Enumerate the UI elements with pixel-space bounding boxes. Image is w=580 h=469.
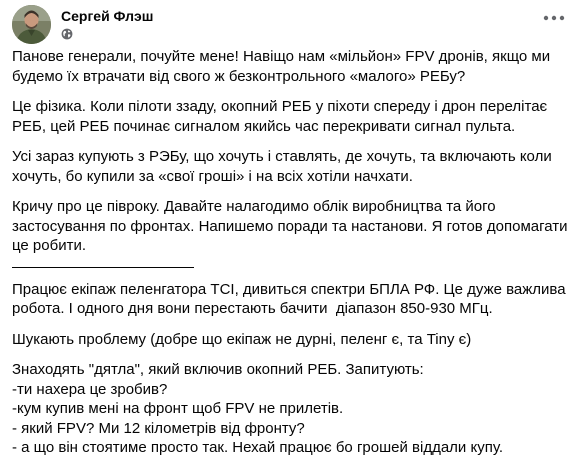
post-paragraph: Це фізика. Коли пілоти ззаду, окопний РЕБ у піхоти спереду і дрон перелітає РЕБ, цей РЕБ починає сигналом якийсь час перекривати сигнал пульта. (12, 98, 552, 135)
post-paragraph: Кричу про це півроку. Давайте налагодимо облік виробництва та його застосування по фронтах. Напишемо поради та настанови. Я готов допомагати це робити. (12, 198, 572, 254)
more-options-button[interactable] (542, 10, 566, 26)
post-paragraph: Працює екіпаж пеленгатора TCI, дивиться спектри БПЛА РФ. Це дуже важлива робота. І одного дня вони перестають бачити діапазон 850-930 МГц. (12, 280, 570, 317)
post-paragraph: Усі зараз купують з РЭБу, що хочуть і ставлять, де хочуть, та включають коли хочуть, бо купили за «свої гроші» і на всіх хотіли начхати. (12, 148, 556, 185)
dialogue-line: -ти нахера це зробив? (12, 380, 168, 398)
dialogue-block (12, 360, 572, 458)
dialogue-line: Знаходять "дятла", який включив окопний РЕБ. Запитують: (12, 361, 424, 378)
post-body (12, 47, 572, 469)
more-horizontal-icon (543, 15, 565, 21)
author-name[interactable]: Сергей Флэш (61, 8, 154, 24)
dialogue-line: - а що він стоятиме просто так. Нехай працює бо грошей віддали купу. (12, 439, 503, 456)
globe-icon[interactable] (61, 28, 73, 40)
avatar[interactable] (12, 5, 51, 44)
post-meta (61, 27, 73, 41)
dialogue-line: - який FPV? Ми 12 кілометрів від фронту? (12, 419, 305, 437)
post-paragraph: Панове генерали, почуйте мене! Навіщо нам «мільйон» FPV дронів, якщо ми будемо їх втрачати від свого ж безконтрольного «малого» РЕБу? (12, 48, 555, 85)
text-divider (12, 267, 194, 268)
dialogue-line: -кум купив мені на фронт щоб FPV не прилетів. (12, 400, 344, 417)
post-paragraph: Шукають проблему (добре що екіпаж не дурні, пеленг є, та Tiny є) (12, 330, 472, 348)
